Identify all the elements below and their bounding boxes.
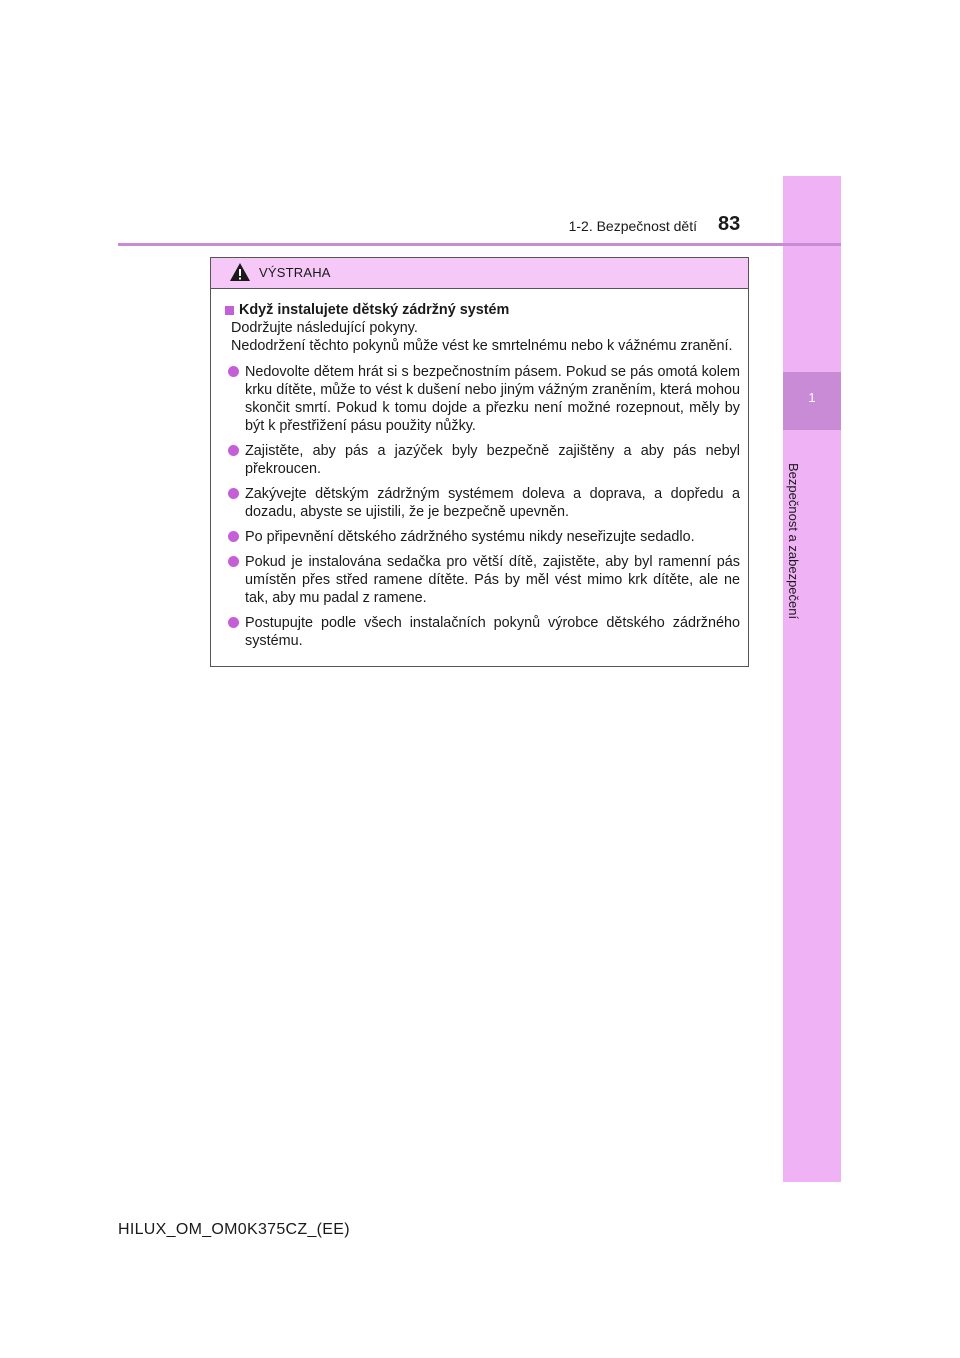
square-bullet-icon — [225, 306, 234, 315]
list-item — [225, 442, 740, 478]
chapter-side-tab — [783, 176, 841, 1182]
circle-bullet-icon — [228, 445, 239, 456]
warning-intro — [231, 319, 740, 355]
header-divider — [118, 243, 841, 246]
list-item — [225, 614, 740, 650]
bullet-text: Postupujte podle všech instalačních pokynů výrobce dětského zádržného systému. — [245, 615, 740, 649]
warning-triangle-icon — [229, 262, 251, 282]
bullet-text: Zakývejte dětským zádržným systémem doleva a doprava, a dopředu a dozadu, abyste se ujistili, že je bezpečně upevněn. — [245, 486, 740, 520]
bullet-text: Pokud je instalována sedačka pro větší dítě, zajistěte, aby byl ramenní pás umístěn přes střed ramene dítěte. Pás by měl vést mimo krk dítěte, ale ne tak, aby mu padal z ramene. — [245, 554, 740, 606]
intro-line-1: Dodržujte následující pokyny. — [231, 320, 418, 336]
warning-body — [211, 289, 748, 650]
circle-bullet-icon — [228, 488, 239, 499]
circle-bullet-icon — [228, 556, 239, 567]
bullet-text: Nedovolte dětem hrát si s bezpečnostním pásem. Pokud se pás omotá kolem krku dítěte, může to vést k dušení nebo jiným vážným zraněním, která mohou skončit smrtí. Pokud k tomu dojde a přezku není možné rozepnout, měly by být k přestřižení pásu použity nůžky. — [245, 364, 740, 434]
list-item — [225, 528, 740, 546]
chapter-number-tab[interactable] — [783, 372, 841, 430]
document-code: HILUX_OM_OM0K375CZ_(EE) — [118, 1221, 350, 1238]
warning-heading-text: Když instalujete dětský zádržný systém — [239, 302, 510, 318]
bullet-text: Zajistěte, aby pás a jazýček byly bezpečně zajištěny a aby pás nebyl překroucen. — [245, 443, 740, 477]
chapter-number: 1 — [808, 390, 816, 405]
page-number: 83 — [718, 213, 741, 235]
warning-header — [211, 258, 748, 289]
list-item — [225, 553, 740, 607]
bullet-text: Po připevnění dětského zádržného systému nikdy neseřizujte sedadlo. — [245, 529, 695, 545]
circle-bullet-icon — [228, 617, 239, 628]
intro-line-2: Nedodržení těchto pokynů může vést ke smrtelnému nebo k vážnému zranění. — [231, 338, 733, 354]
section-title: 1-2. Bezpečnost dětí — [568, 218, 697, 234]
warning-heading — [225, 301, 740, 319]
chapter-label: Bezpečnost a zabezpečení — [786, 463, 801, 620]
warning-label: VÝSTRAHA — [259, 265, 331, 280]
warning-box — [210, 257, 749, 667]
warning-bullet-list — [225, 363, 740, 650]
circle-bullet-icon — [228, 366, 239, 377]
list-item — [225, 485, 740, 521]
circle-bullet-icon — [228, 531, 239, 542]
list-item — [225, 363, 740, 435]
